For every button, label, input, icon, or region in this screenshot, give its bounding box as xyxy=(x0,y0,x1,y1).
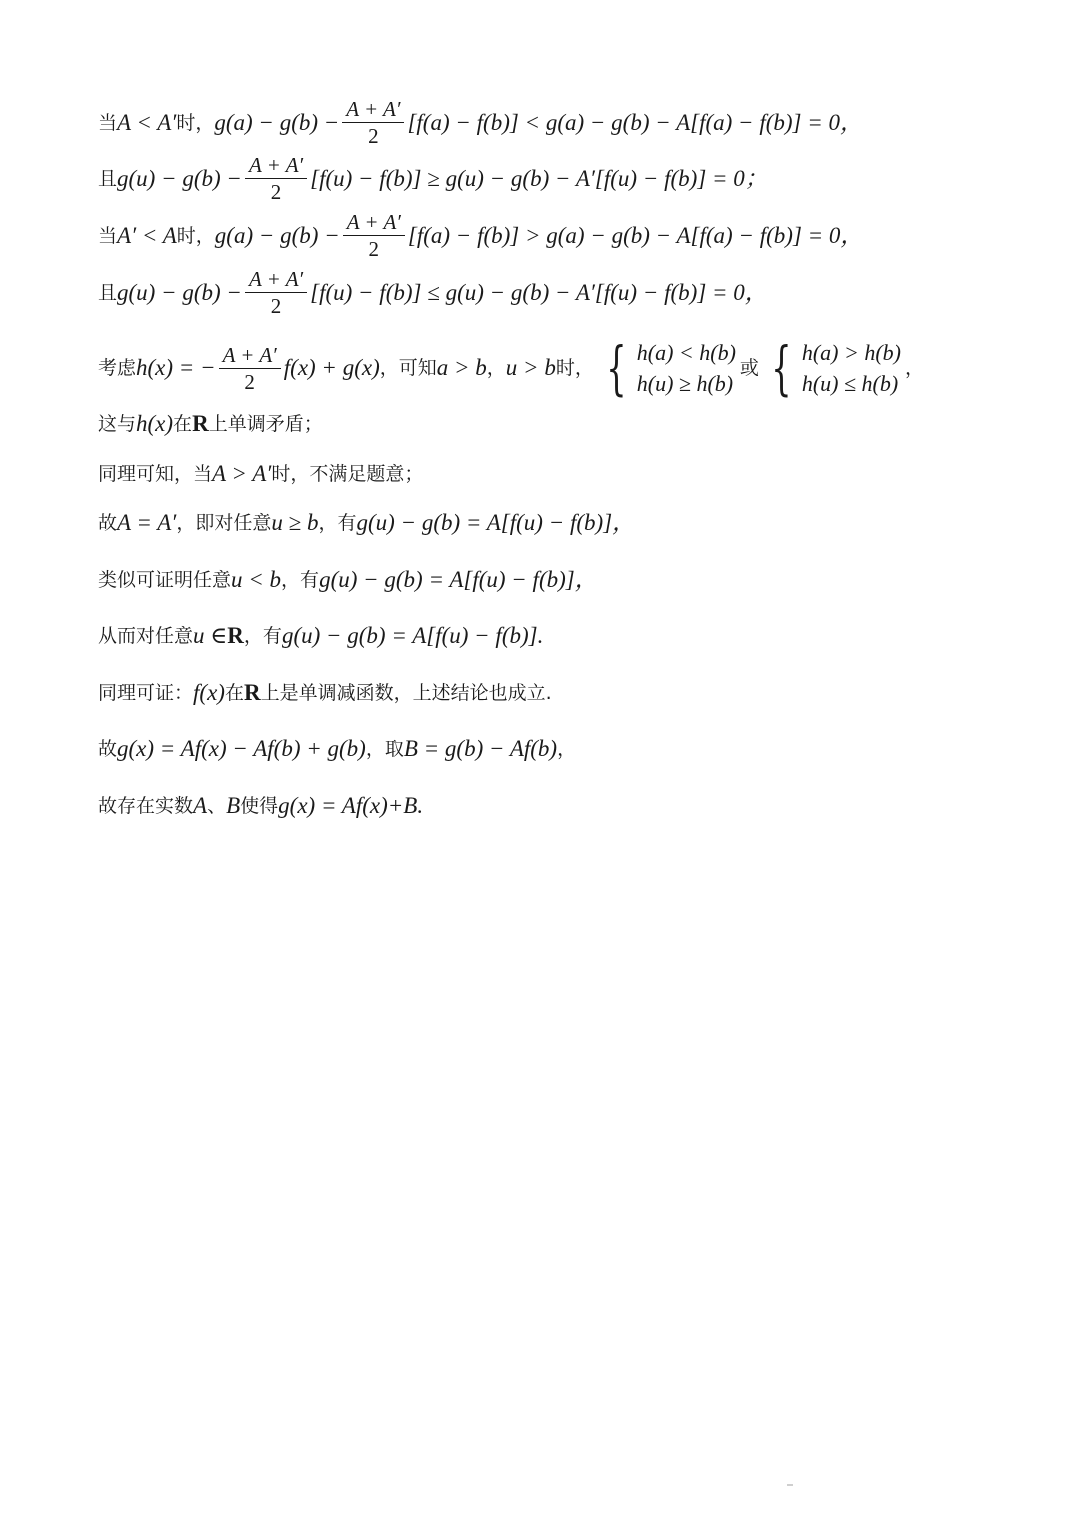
math-expression: g(a) − g(b) − xyxy=(214,222,340,248)
chinese-text: ，有 xyxy=(318,512,357,534)
fraction-denominator: 2 xyxy=(270,180,282,204)
math-expression: [f(a) − f(b)] > g(a) − g(b) − A[f(a) − f(b)] = 0， xyxy=(407,222,864,248)
chinese-text: 类似可证明任意 xyxy=(98,569,232,591)
math-expression: B xyxy=(226,793,241,818)
real-numbers-symbol: R xyxy=(227,623,244,648)
text-line xyxy=(98,791,998,821)
real-numbers-symbol: R xyxy=(243,680,261,705)
fraction-numerator: A + A′ xyxy=(245,153,307,179)
text-line xyxy=(98,459,998,489)
chinese-text: 同理可知，当 xyxy=(98,463,213,485)
math-expression: u > b xyxy=(505,355,556,380)
chinese-text: ，即对任意 xyxy=(176,512,272,534)
math-expression: g(u) − g(b) = A[f(u) − f(b)]， xyxy=(319,567,598,592)
fraction-numerator: A + A′ xyxy=(219,343,281,369)
text-line xyxy=(98,153,998,204)
math-expression: h(x) = − xyxy=(136,355,216,380)
fraction xyxy=(245,153,307,204)
fraction-numerator: A + A′ xyxy=(245,267,307,293)
chinese-text: 当 xyxy=(98,224,118,247)
fraction xyxy=(245,267,307,318)
fraction-numerator: A + A′ xyxy=(343,210,405,236)
system-row: h(u) ≥ h(b) xyxy=(636,371,734,396)
chinese-text: 在 xyxy=(173,413,193,435)
chinese-text: 这与 xyxy=(98,413,137,435)
math-expression: A < A′ xyxy=(117,109,177,135)
math-expression: f(x) xyxy=(193,680,225,705)
math-expression: [f(u) − f(b)] ≥ g(u) − g(b) − A′[f(u) − f(b)] = 0； xyxy=(310,165,768,191)
chinese-text: ， xyxy=(486,357,506,379)
chinese-text: 从而对任意 xyxy=(98,625,194,647)
fraction-denominator: 2 xyxy=(368,124,379,148)
chinese-text: 、 xyxy=(207,795,227,817)
fraction-denominator: 2 xyxy=(270,294,282,318)
chinese-text: 且 xyxy=(98,281,118,304)
chinese-text: 考虑 xyxy=(98,357,137,379)
equation-system xyxy=(763,334,901,402)
left-brace: { xyxy=(771,334,792,402)
text-line xyxy=(98,267,998,318)
text-line xyxy=(98,409,998,439)
fraction xyxy=(343,210,405,261)
chinese-text: 时， xyxy=(176,224,215,247)
math-expression: g(x) = Af(x)+B. xyxy=(278,793,424,818)
real-numbers-symbol: R xyxy=(192,411,209,436)
chinese-text: 当 xyxy=(98,111,118,134)
math-expression: A′ < A xyxy=(117,222,177,248)
text-line xyxy=(98,334,998,402)
math-expression: u ≥ b xyxy=(271,510,319,535)
math-expression: g(u) − g(b) − xyxy=(117,165,242,191)
chinese-text: ，取 xyxy=(365,738,404,760)
math-expression: g(a) − g(b) − xyxy=(214,109,340,135)
math-expression: A > A′ xyxy=(212,461,272,486)
chinese-text: 故 xyxy=(98,512,118,534)
chinese-text: ，有 xyxy=(281,569,320,591)
text-line xyxy=(98,508,998,538)
system-row: h(a) < h(b) xyxy=(636,340,736,365)
math-expression: A xyxy=(193,793,208,818)
math-expression: A = A′ xyxy=(117,510,177,535)
chinese-text: 时， xyxy=(176,111,215,134)
equation-system xyxy=(598,334,736,402)
math-expression: [f(a) − f(b)] < g(a) − g(b) − A[f(a) − f(b)] = 0， xyxy=(407,109,863,135)
math-expression: [f(u) − f(b)] ≤ g(u) − g(b) − A′[f(u) − f(b)] = 0， xyxy=(310,279,768,305)
chinese-text: ， xyxy=(904,357,924,379)
chinese-text: 时， xyxy=(555,357,594,379)
fraction xyxy=(342,97,404,148)
chinese-text: 故 xyxy=(98,738,118,760)
chinese-text: 同理可证： xyxy=(98,682,194,704)
chinese-text: 上是单调减函数，上述结论也成立. xyxy=(260,682,552,704)
chinese-text: ，有 xyxy=(243,625,282,647)
chinese-text: 时，不满足题意； xyxy=(271,463,424,485)
math-expression: g(x) = Af(x) − Af(b) + g(b) xyxy=(117,736,366,761)
fraction-numerator: A + A′ xyxy=(342,97,404,123)
math-expression: u < b xyxy=(231,567,282,592)
fraction xyxy=(219,343,281,394)
math-expression: g(u) − g(b) − xyxy=(117,279,242,305)
text-line xyxy=(98,565,998,595)
chinese-text: ，可知 xyxy=(379,357,437,379)
page-mark xyxy=(787,1484,793,1486)
math-expression: B = g(b) − Af(b) xyxy=(403,736,558,761)
left-brace: { xyxy=(606,334,627,402)
system-row: h(u) ≤ h(b) xyxy=(801,371,899,396)
math-expression: g(u) − g(b) = A[f(u) − f(b)]， xyxy=(356,510,636,535)
chinese-text: 上单调矛盾； xyxy=(208,413,323,435)
chinese-text: 在 xyxy=(224,682,244,704)
text-line xyxy=(98,97,998,148)
text-line xyxy=(98,210,998,261)
fraction-denominator: 2 xyxy=(368,237,380,261)
chinese-text: 或 xyxy=(739,357,759,379)
system-row: h(a) > h(b) xyxy=(801,340,901,365)
text-line xyxy=(98,734,998,764)
chinese-text: 使得 xyxy=(240,795,279,817)
math-expression: h(x) xyxy=(136,411,174,436)
fraction-denominator: 2 xyxy=(244,369,255,394)
chinese-text: 故存在实数 xyxy=(98,795,194,817)
math-expression: a > b xyxy=(436,355,487,380)
math-expression: f(x) + g(x) xyxy=(283,355,380,380)
chinese-text: 且 xyxy=(98,167,118,190)
math-expression: u ∈ xyxy=(193,623,228,648)
math-expression: g(u) − g(b) = A[f(u) − f(b)]. xyxy=(281,623,544,648)
text-line xyxy=(98,621,998,651)
chinese-text: ， xyxy=(557,738,577,760)
text-line xyxy=(98,678,998,708)
